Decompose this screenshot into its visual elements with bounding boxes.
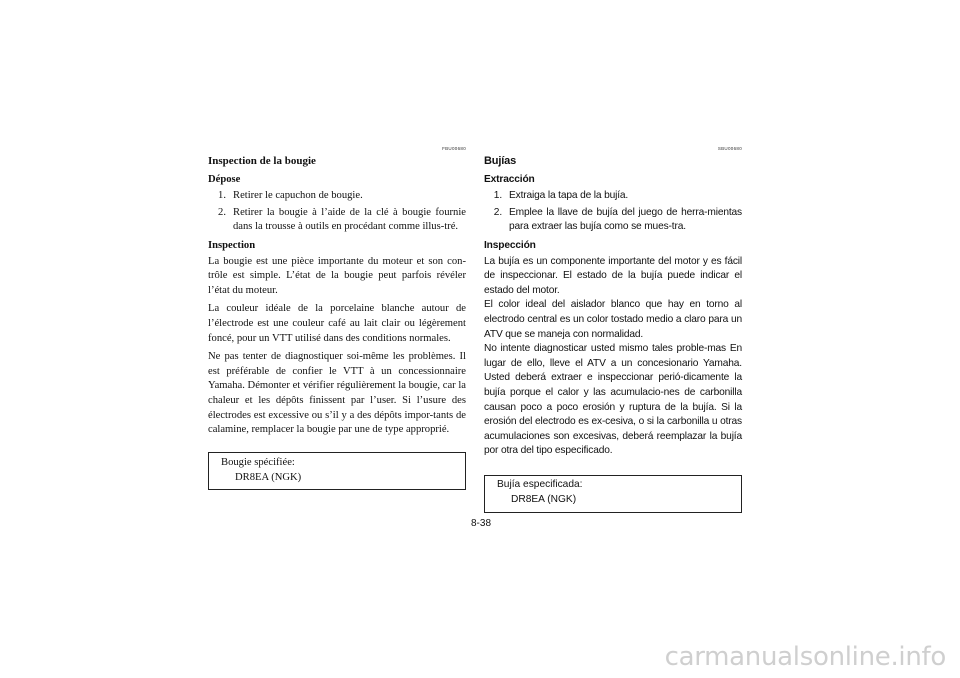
step-item	[484, 206, 742, 235]
spec-label: Bujía especificada:	[497, 479, 583, 490]
step-text: Retirer la bougie à l’aide de la clé à bougie fournie dans la trousse à outils en procédant comme illus-tré.	[233, 206, 466, 233]
page-number: 8-38	[470, 518, 491, 529]
paragraph: La bujía es un componente importante del motor y es fácil de inspeccionar. El estado de la bujía puede indicar el estado del motor.	[484, 255, 742, 296]
spec-box-spanish	[484, 475, 742, 513]
step-text: Extraiga la tapa de la bujía.	[509, 190, 629, 202]
paragraph: La bougie est une pièce importante du moteur et son con-trôle est simple. L’état de la bougie peut parfois révéler l’état du moteur.	[208, 255, 466, 296]
section-title: Inspection de la bougie	[208, 155, 316, 167]
step-item	[484, 189, 742, 204]
spec-value: DR8EA (NGK)	[511, 493, 577, 505]
french-column	[208, 146, 466, 442]
watermark: carmanualsonline.info	[664, 642, 946, 672]
step-item	[208, 189, 466, 204]
section-code: FBU00680	[442, 146, 466, 151]
removal-heading: Extracción	[484, 173, 535, 185]
section-code: SBU00680	[717, 146, 742, 151]
step-item	[208, 206, 466, 235]
paragraph: La couleur idéale de la porcelaine blanche autour de l’électrode est une couleur café au lait clair ou légèrement foncé, pour un VTT utilisé dans des conditions normales.	[208, 303, 466, 344]
step-text: Retirer le capuchon de bougie.	[233, 190, 363, 202]
removal-heading: Dépose	[208, 173, 241, 185]
spec-label: Bougie spécifiée:	[221, 457, 295, 468]
step-number: 2.	[493, 206, 502, 218]
step-text: Emplee la llave de bujía del juego de herra-mientas para extraer las bujía como se mues-tra.	[509, 206, 742, 233]
paragraph: Ne pas tenter de diagnostiquer soi-même les problèmes. Il est préférable de confier le VTT à un concessionnaire Yamaha. Démonter et vérifier régulièrement la bougie, car la chaleur et les dépôts finissent par l’user. Si l’usure des électrodes est excessive ou s’il y a des dépôts impor-tants de calamine, remplacer la bougie par une de type approprié.	[208, 351, 466, 436]
step-number: 2.	[218, 206, 226, 218]
paragraph: No intente diagnosticar usted mismo tales proble-mas En lugar de ello, lleve el ATV a un concesionario Yamaha. Usted deberá extraer e inspeccionar perió-dicamente la bujía porque el calor y las acumulacio-nes de carbonilla causan poco a poco erosión y ruptura de la bujía. Si la erosión del electrodo es ex-cesiva, o si la carbonilla u otras acumulaciones son excesivas, deberá reemplazar la bujía por otra del tipo especificado.	[484, 343, 742, 457]
inspection-heading: Inspection	[208, 239, 256, 251]
paragraph: El color ideal del aislador blanco que hay en torno al electrodo central es un color tostado medio a claro para un ATV que se maneja con normalidad.	[484, 299, 742, 340]
spanish-column	[484, 146, 742, 459]
section-title: Bujías	[484, 155, 517, 167]
step-number: 1.	[493, 190, 502, 202]
removal-steps	[484, 189, 742, 235]
inspection-heading: Inspección	[484, 239, 536, 251]
removal-steps	[208, 189, 466, 235]
step-number: 1.	[218, 190, 226, 202]
spec-value: DR8EA (NGK)	[235, 472, 302, 483]
spec-box-french	[208, 452, 466, 490]
